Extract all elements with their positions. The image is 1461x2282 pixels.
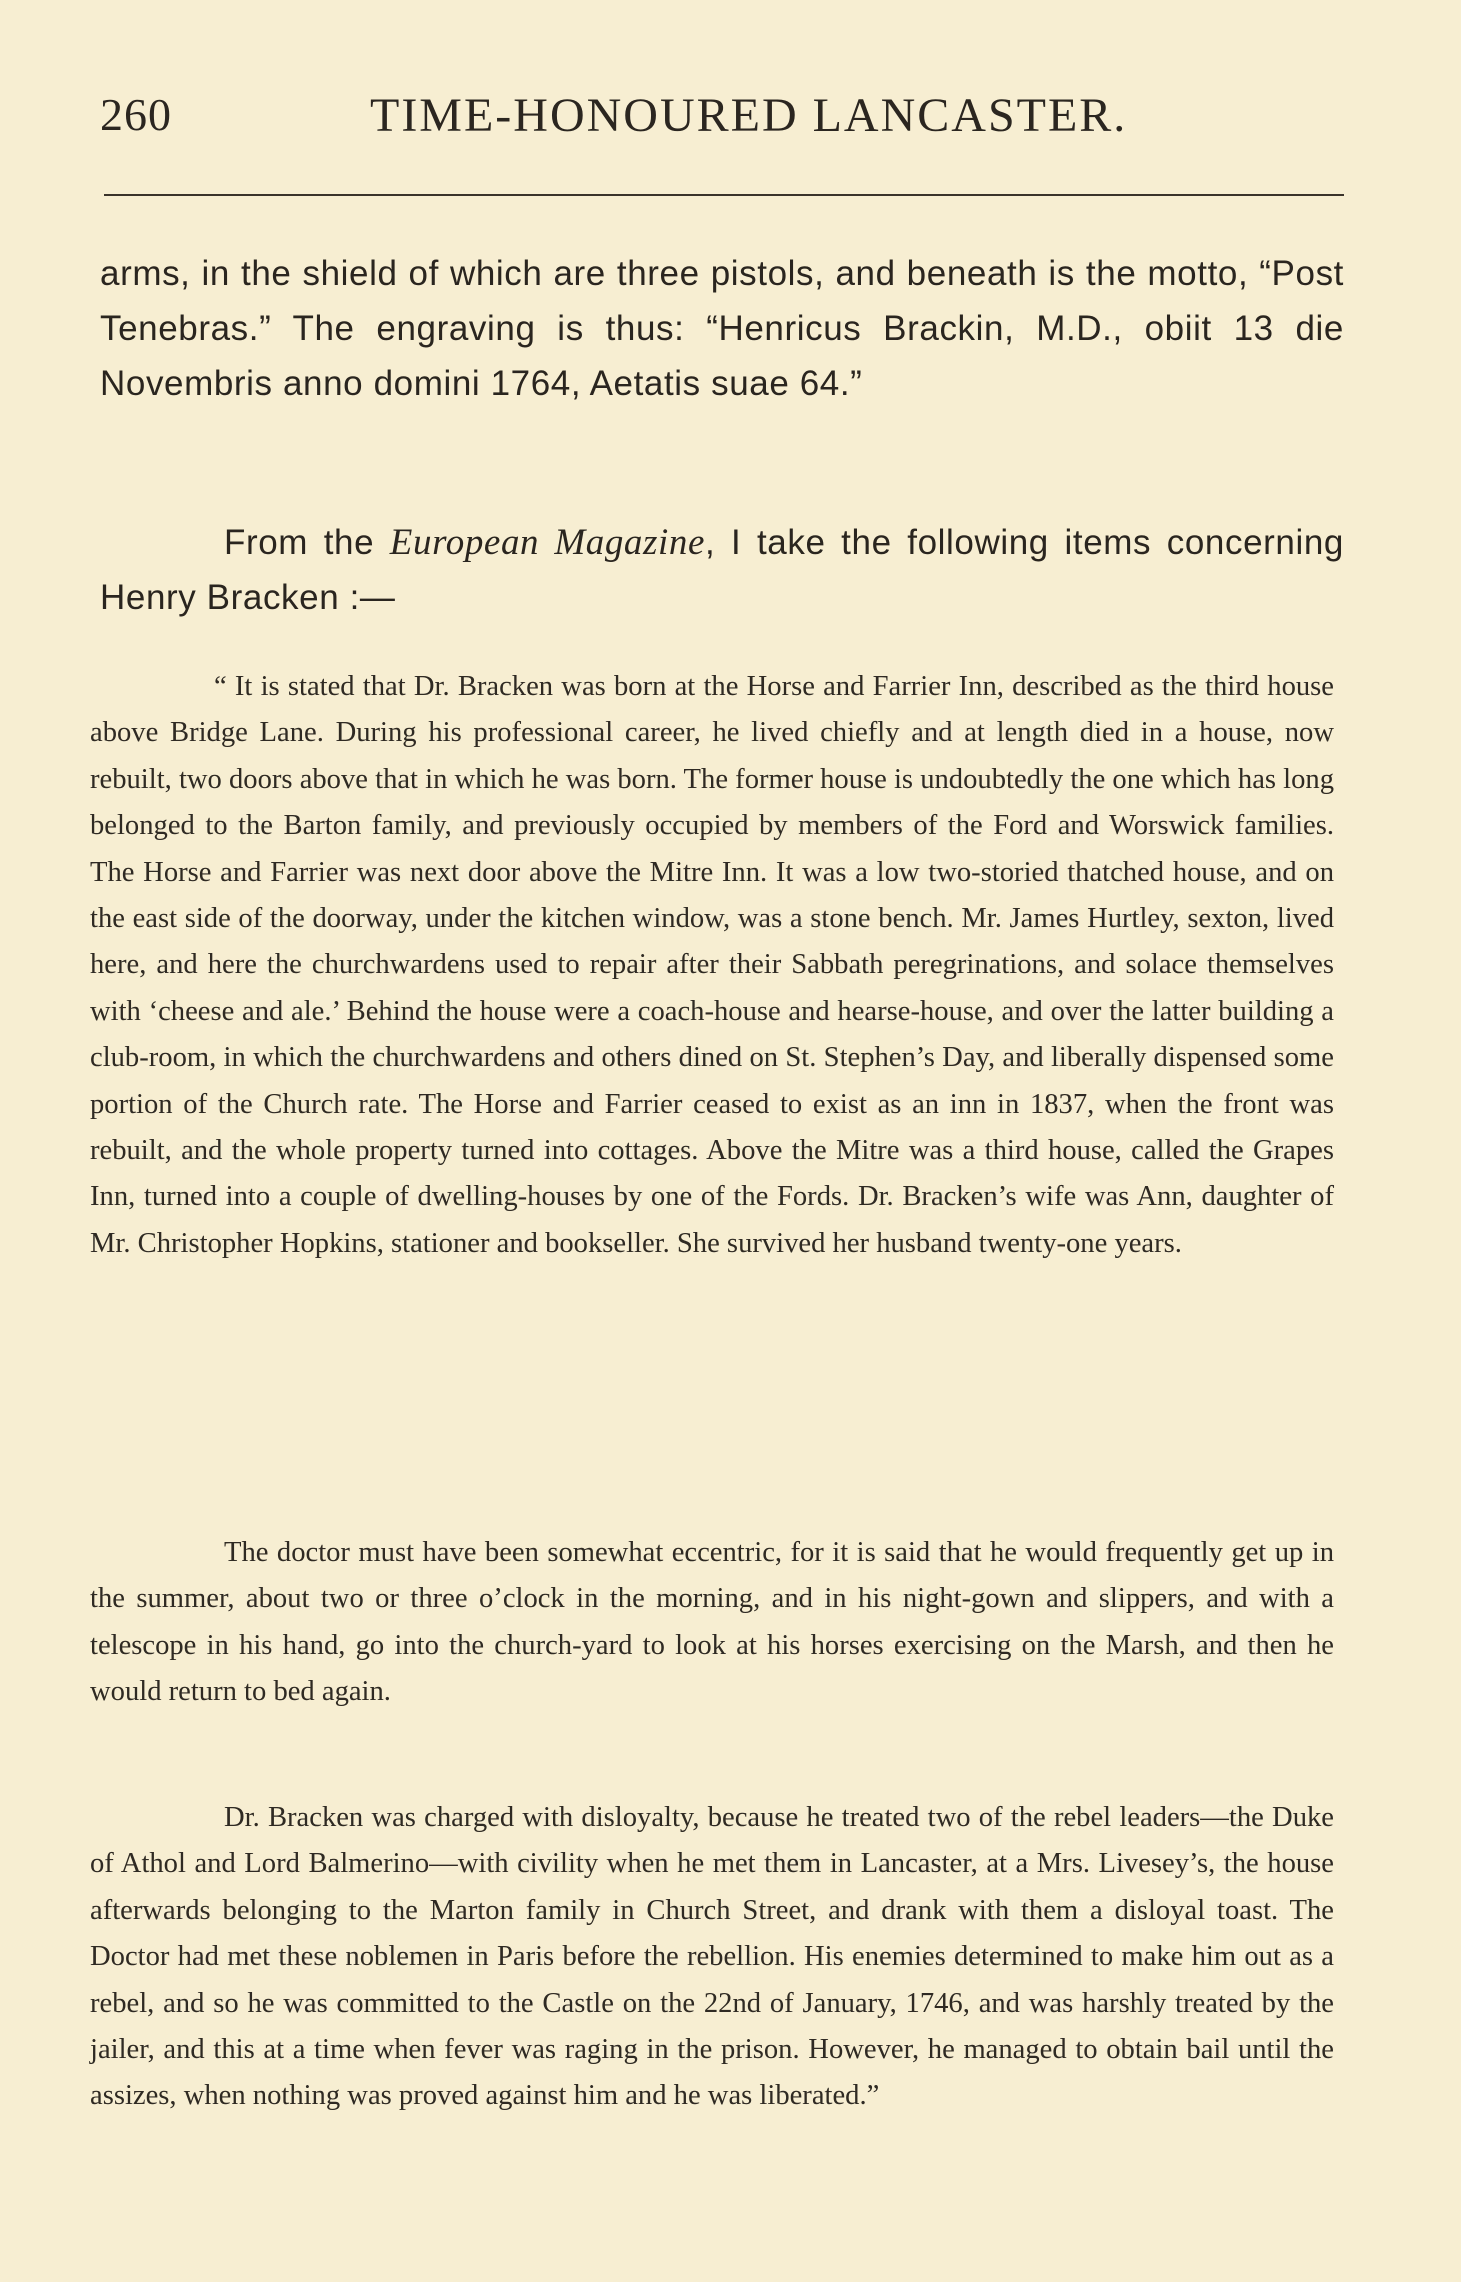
running-title: TIME-HONOURED LANCASTER. <box>370 89 1128 142</box>
magazine-title: European Magazine <box>389 522 706 563</box>
intro-text-before: From the <box>224 523 390 562</box>
quote-paragraph-eccentric: The doctor must have been somewhat eccentric, for it is said that he would frequently get up in the summer, about two or three o’clock in the morning, and in his night-gown and slippers, and with a telescope in his hand, go into the church-yard to look at his horses exercising on the Marsh, and then he would return to bed again. <box>90 1537 1334 1708</box>
intro-text-after: , I take the following items concerning Henry Bracken :— <box>100 523 1344 617</box>
intro-paragraph <box>100 515 1344 625</box>
page-number: 260 <box>100 89 172 140</box>
lead-paragraph: arms, in the shield of which are three pistols, and beneath is the motto, “Post Tenebras.” The engraving is thus: “Henricus Brackin, M.D., obiit 13 die Novembris anno domini 1764, Aetatis suae 64.” <box>100 254 1344 403</box>
running-head <box>100 88 1346 148</box>
quote-paragraph-disloyalty: Dr. Bracken was charged with disloyalty, because he treated two of the rebel leaders—the Duke of Athol and Lord Balmerino—with civility when he met them in Lancaster, at a Mrs. Livesey’s, the house afterwards belonging to the Marton family in Church Street, and drank with them a disloyal toast. The Doctor had met these noblemen in Paris before the rebellion. His enemies determined to make him out as a rebel, and so he was committed to the Castle on the 22nd of January, 1746, and was harshly treated by the jailer, and this at a time when fever was raging in the prison. However, he managed to obtain bail until the assizes, when nothing was proved against him and he was liberated.” <box>90 1802 1334 2112</box>
header-rule <box>104 194 1344 196</box>
quote-paragraph-birthplace: “ It is stated that Dr. Bracken was born at the Horse and Farrier Inn, described as the third house above Bridge Lane. During his professional career, he lived chiefly and at length died in a house, now rebuilt, two doors above that in which he was born. The former house is undoubtedly the one which has long belonged to the Barton family, and previously occupied by members of the Ford and Worswick families. The Horse and Farrier was next door above the Mitre Inn. It was a low two-storied thatched house, and on the east side of the doorway, under the kitchen window, was a stone bench. Mr. James Hurtley, sexton, lived here, and here the churchwardens used to repair after their Sabbath peregrinations, and solace themselves with ‘cheese and ale.’ Behind the house were a coach-house and hearse-house, and over the latter building a club-room, in which the churchwardens and others dined on St. Stephen’s Day, and liberally dispensed some portion of the Church rate. The Horse and Farrier ceased to exist as an inn in 1837, when the front was rebuilt, and the whole property turned into cottages. Above the Mitre was a third house, called the Grapes Inn, turned into a couple of dwelling-houses by one of the Fords. Dr. Bracken’s wife was Ann, daughter of Mr. Christopher Hopkins, stationer and bookseller. She survived her husband twenty-one years. <box>90 671 1334 1259</box>
